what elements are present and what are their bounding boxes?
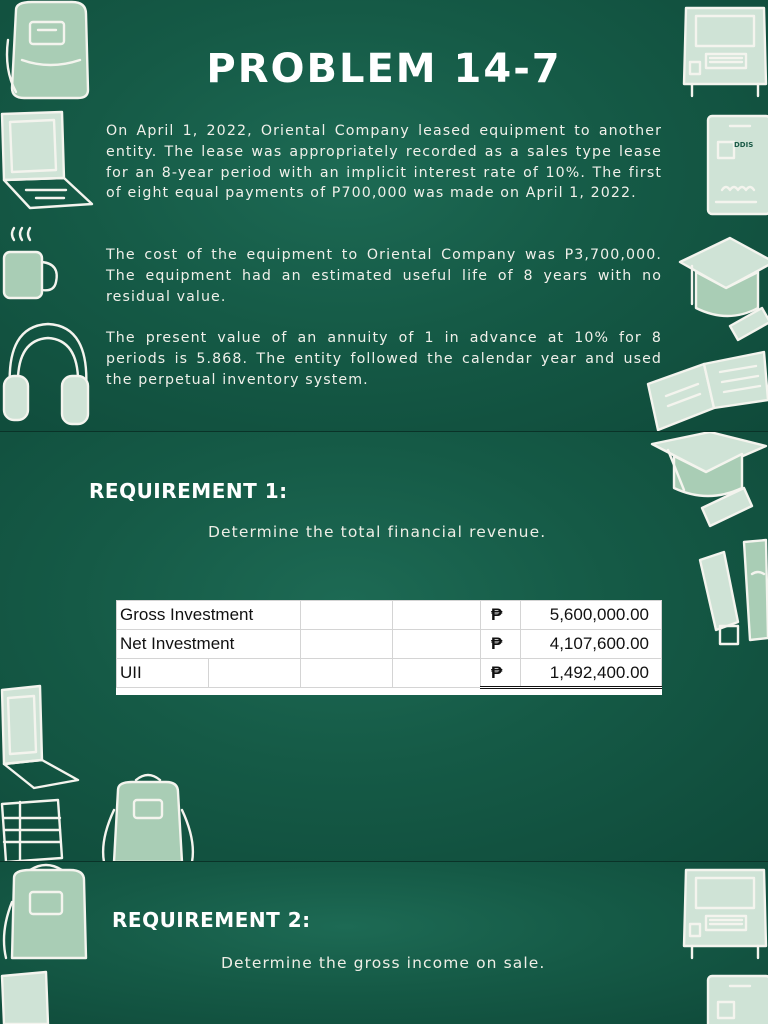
slide-requirement-2 xyxy=(0,862,768,1024)
book-icon xyxy=(644,348,768,432)
laptop-icon xyxy=(0,684,82,796)
coffee-mug-icon xyxy=(0,224,66,308)
currency-symbol: ₱ xyxy=(481,601,521,630)
backpack-icon xyxy=(96,770,200,862)
spreadsheet-table xyxy=(116,600,662,695)
graduation-cap-icon xyxy=(648,432,768,528)
id-card-text: DDIS xyxy=(734,141,754,149)
row-label: UII xyxy=(117,659,209,688)
page-title: PROBLEM 14-7 xyxy=(206,46,562,92)
currency-symbol: ₱ xyxy=(481,659,521,688)
notebook-icon xyxy=(0,796,64,862)
requirement-2-heading: REQUIREMENT 2: xyxy=(112,908,311,932)
slide-requirement-1 xyxy=(0,432,768,862)
laptop-icon xyxy=(0,970,60,1024)
headphones-icon xyxy=(0,316,96,428)
row-label: Net Investment xyxy=(117,630,301,659)
table-row xyxy=(117,601,662,630)
row-label: Gross Investment xyxy=(117,601,301,630)
slide-problem xyxy=(0,0,768,432)
id-card-icon xyxy=(704,972,768,1024)
tube-icon xyxy=(694,534,768,648)
paragraph-equipment-cost: The cost of the equipment to Oriental Company was P3,700,000. The equipment had an estimated useful life of 8 years with no residual value. xyxy=(106,247,662,305)
bus-icon xyxy=(678,862,768,962)
table-row xyxy=(117,659,662,688)
amount-cell: 4,107,600.00 xyxy=(521,630,662,659)
graduation-cap-icon xyxy=(678,232,768,344)
id-card-icon xyxy=(704,112,768,218)
laptop-icon xyxy=(0,108,96,214)
requirement-1-instruction: Determine the total financial revenue. xyxy=(208,523,547,541)
backpack-icon xyxy=(0,862,96,962)
requirement-2-instruction: Determine the gross income on sale. xyxy=(221,954,546,972)
amount-cell: 1,492,400.00 xyxy=(521,659,662,688)
paragraph-annuity: The present value of an annuity of 1 in advance at 10% for 8 periods is 5.868. The entity followed the calendar year and used the perpetual inventory system. xyxy=(106,330,662,388)
paragraph-lease-terms: On April 1, 2022, Oriental Company leased equipment to another entity. The lease was appropriately recorded as a sales type lease for an 8-year period with an implicit interest rate of 10%. The first of eight equal payments of P700,000 was made on April 1, 2022. xyxy=(106,123,662,202)
table-row xyxy=(117,630,662,659)
requirement-1-heading: REQUIREMENT 1: xyxy=(89,479,288,503)
amount-cell: 5,600,000.00 xyxy=(521,601,662,630)
currency-symbol: ₱ xyxy=(481,630,521,659)
